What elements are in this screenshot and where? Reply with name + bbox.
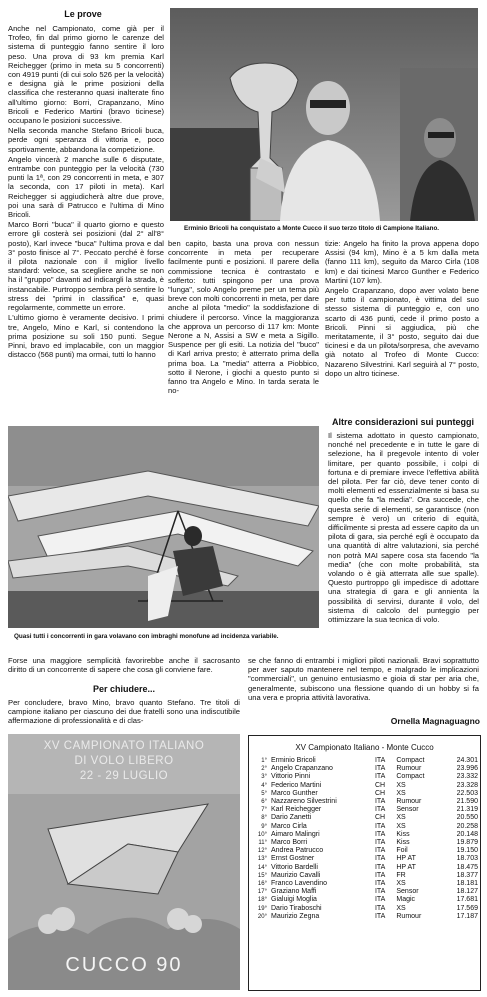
poster-dates: 22 - 29 LUGLIO: [79, 770, 169, 782]
country-cell: ITA: [374, 806, 386, 814]
table-row: [249, 888, 480, 896]
country-cell: ITA: [374, 896, 386, 904]
score-cell: 18.475: [456, 863, 478, 871]
bottom-right-paragraph: se che fanno di entrambi i migliori piloti nazionali. Bravi soprattutto per aver saputo mantenere nel tempo, e malgrado le implicazioni "commerciali", un genuino entusiasmo e gioia di star per aria che, generalmente, subiscono una flessione quando di un hobby si fa una vera e propria attività lavorativa.: [248, 656, 479, 702]
table-row: [249, 872, 480, 880]
score-cell: 21.319: [456, 806, 478, 814]
rank-cell: 20°: [257, 913, 267, 920]
score-cell: 17.569: [456, 904, 478, 912]
score-cell: 20.258: [456, 822, 478, 830]
pilot-name-cell: Vittorio Bardelli: [271, 863, 318, 871]
rank-cell: 6°: [261, 799, 267, 806]
rank-cell: 19°: [257, 905, 267, 912]
table-row: [249, 782, 480, 790]
country-cell: ITA: [374, 765, 386, 773]
table-row: [249, 798, 480, 806]
country-cell: ITA: [374, 839, 386, 847]
rank-cell: 9°: [261, 823, 267, 830]
country-cell: ITA: [374, 912, 386, 920]
country-cell: ITA: [374, 773, 386, 781]
pilot-name-cell: Marco Gunther: [271, 789, 318, 797]
glider-cell: Foil: [396, 847, 408, 855]
score-cell: 19.150: [456, 847, 478, 855]
rank-cell: 7°: [261, 807, 267, 814]
glider-cell: Sensor: [396, 888, 419, 896]
country-cell: ITA: [374, 904, 386, 912]
results-table-box: [248, 735, 481, 991]
section-title-considerazioni: Altre considerazioni sui punteggi: [331, 417, 474, 427]
score-cell: 18.377: [456, 871, 478, 879]
paragraph: Marco Borri "buca" il quarto giorno e questo errore gli costerà sei posizioni (dal 2° all'8° posto), Karl invece "buca" l'ultima prova e dal 3° posto finisce al 7°. Peccato perché è forse il pilota nazionale con il miglior livello standard: veloce, sa scegliere anche se non ha il "gruppo" davanti ad indicargli la strada, è instancabile. Purtroppo sembra però sentire lo stress dei "primi in classifica" e, quasi regolarmente, commette un errore.: [8, 220, 164, 313]
glider-cell: Sensor: [396, 806, 419, 814]
photo-illustration: [8, 426, 319, 628]
rank-cell: 10°: [257, 831, 267, 838]
photo-caption-winner: Erminio Bricoli ha conquistato a Monte Cucco il suo terzo titolo di Campione Italiano.: [184, 225, 440, 232]
country-cell: ITA: [374, 871, 386, 879]
glider-cell: XS: [396, 814, 406, 822]
country-cell: CH: [374, 781, 386, 789]
score-cell: 20.550: [456, 814, 478, 822]
paragraph: Angelo vincerà 2 manche sulle 6 disputate, entrambe con punteggio per la velocità (730 punti la 1ª, con 29 concorrenti in meta, e 307 la seconda, con 17 piloti in meta). Karl Reichegger si aggiudicherà altre due prove, poi una sarà di Patrucco e l'ultima di Mino Bricoli.: [8, 154, 164, 220]
pilot-name-cell: Vittorio Pinni: [271, 773, 311, 781]
table-row: [249, 913, 480, 921]
table-row: [249, 773, 480, 781]
score-cell: 17.187: [456, 912, 478, 920]
pilot-name-cell: Graziano Maffi: [271, 888, 317, 896]
score-cell: 23.332: [456, 773, 478, 781]
section-title-per-chiudere: Per chiudere...: [92, 684, 156, 694]
glider-cell: XS: [396, 822, 406, 830]
paragraph: tizie: Angelo ha finito la prova appena dopo Assisi (94 km), Mino è a 5 km dalla meta (fanno 111 km), seguito da Marco Cirla (108 km) e dai ticinesi Marco Gunther e Federico Martini (107 km).: [325, 239, 479, 285]
pilot-name-cell: Dario Zanetti: [271, 814, 312, 822]
table-row: [249, 831, 480, 839]
country-cell: ITA: [374, 888, 386, 896]
pilot-name-cell: Nazzareno Silvestrini: [271, 798, 337, 806]
glider-cell: Rumour: [396, 798, 422, 806]
glider-cell: XS: [396, 789, 406, 797]
rank-cell: 13°: [257, 856, 267, 863]
table-row: [249, 806, 480, 814]
rank-cell: 4°: [261, 782, 267, 789]
pilot-name-cell: Maurizio Zegna: [271, 912, 320, 920]
pilot-name-cell: Maurizio Cavalli: [271, 871, 321, 879]
glider-cell: HP AT: [396, 863, 416, 871]
score-cell: 21.590: [456, 798, 478, 806]
rank-cell: 2°: [261, 766, 267, 773]
article-column-3: [325, 239, 479, 379]
rank-cell: 3°: [261, 774, 267, 781]
glider-cell: XS: [396, 781, 406, 789]
table-row: [249, 765, 480, 773]
table-row: [249, 790, 480, 798]
table-row: [249, 839, 480, 847]
rank-cell: 1°: [261, 758, 267, 764]
pilot-name-cell: Dario Tiraboschi: [271, 904, 322, 912]
country-cell: ITA: [374, 830, 386, 838]
pilot-name-cell: Erminio Bricoli: [271, 757, 316, 764]
country-cell: ITA: [374, 863, 386, 871]
glider-cell: Magic: [396, 896, 416, 904]
pilot-name-cell: Gialuigi Moglia: [271, 896, 317, 904]
table-row: [249, 896, 480, 904]
rank-cell: 18°: [257, 897, 267, 904]
photo-illustration: [170, 8, 478, 221]
country-cell: ITA: [374, 822, 386, 830]
table-row: [249, 880, 480, 888]
rank-cell: 15°: [257, 872, 267, 879]
rank-cell: 8°: [261, 815, 267, 822]
glider-cell: HP AT: [396, 855, 416, 863]
bottom-left-paragraph: Forse una maggiore semplicità favorirebbe anche il sacrosanto diritto di un concorrente di sapere che cosa gli conviene fare.: [8, 656, 240, 675]
score-cell: 18.181: [456, 880, 478, 888]
glider-cell: XS: [396, 880, 406, 888]
pilot-name-cell: Franco Lavendino: [271, 880, 328, 888]
paragraph: Anche nel Campionato, come già per il Trofeo, fin dal primo giorno le carenze del sistema di punteggio fanno sentire il loro peso. Una prova di 93 km premia Karl Reichegger (primo in meta su 5 concorrenti) con 4919 punti (di cui solo 526 per la velocità) e designa già le prime posizioni della classifica che resteranno quasi inalterate fino all'ultimo giorno: Borri, Crapanzano, Mino Bricoli e Federico Martini (bravo ticinese) occupano le posizioni successive.: [8, 24, 164, 126]
country-cell: ITA: [374, 880, 386, 888]
glider-cell: Kiss: [396, 830, 410, 838]
photo-winner-trophy: [170, 8, 478, 221]
per-chiudere-paragraph: Per concludere, bravo Mino, bravo quanto Stefano. Tre titoli di campione italiano per ciascuno dei due fratelli sono una indiscutibile affermazione di professionalità e di clas-: [8, 698, 240, 726]
pilot-name-cell: Aimaro Malingri: [271, 830, 320, 838]
pilot-name-cell: Andrea Patrucco: [271, 847, 324, 855]
rank-cell: 17°: [257, 889, 267, 896]
pilot-name-cell: Ernst Gostner: [271, 855, 315, 863]
rank-cell: 11°: [258, 840, 267, 847]
paragraph: Nella seconda manche Stefano Bricoli buca, perde ogni speranza di vittoria e, poco sportivamente, abbandona la competizione.: [8, 126, 164, 154]
pilot-name-cell: Karl Reichegger: [271, 806, 322, 814]
article-column-2: ben capito, basta una prova con nessun concorrente in meta per recuperare facilmente punti e posizioni. Il parere della commissione tecnica è contrastato e sofferto: tutti spingono per una prova "lunga", solo Angelo preme per un tema più breve con molti concorrenti in meta, per dare anche al pilota "medio" la soddisfazione di chiudere il percorso. Vince la maggioranza che approva un percorso di 117 km: Monte Nerone a N, Assisi a SW e meta a Sigillo. Suspence per gli esiti. La notizia del "buco" di Karl arriva presto; è atterrato prima della prima boa. La "media" atterra a Piobbico, sotto il Nerone, i giochi a questo punto si fanno tra Angelo e Mino. In tarda serata le no-: [168, 239, 319, 396]
rank-cell: 5°: [261, 790, 267, 797]
score-cell: 24.301: [456, 757, 478, 764]
table-row: [249, 823, 480, 831]
article-column-1: [8, 24, 164, 360]
score-cell: 18.127: [456, 888, 478, 896]
table-row: [249, 855, 480, 863]
results-table: [249, 757, 480, 921]
glider-cell: XS: [396, 904, 406, 912]
section-title-le-prove: Le prove: [64, 9, 102, 19]
results-table-title: XV Campionato Italiano - Monte Cucco: [295, 743, 434, 752]
pilot-name-cell: Federico Martini: [271, 781, 322, 789]
poster-title-line: DI VOLO LIBERO: [74, 755, 174, 767]
table-row: [249, 757, 480, 765]
score-cell: 22.503: [456, 789, 478, 797]
table-row: [249, 847, 480, 855]
glider-cell: Compact: [396, 773, 425, 781]
championship-poster: [8, 734, 240, 990]
score-cell: 20.148: [456, 830, 478, 838]
glider-cell: Kiss: [396, 839, 410, 847]
article-column-4: Il sistema adottato in questo campionato, nonché nel precedente e in tutte le gare di selezione, ha il pregevole intento di voler limitare, per quanto possibile, i colpi di fortuna e di premiare invece l'effettiva abilità del pilota. Per far ciò, deve tener conto di molti elementi ed essenzialmente si basa su quello che fa "la media". Ora succede, che questa serie di elementi, se garantisce (non sempre è vero) un criterio di equità, difficilmente si presta ad essere capito da un pilota di gara, sia perché egli è occupato da una quantità di altre valutazioni, sia perché non potrà MAI sapere cosa sta facendo "la media" (che con molte probabilità, sta volando o è già atterrata alle sue spalle). Questo purtroppo gli impedisce di adottare una strategia di gara e gli annienta la possibilità di servirsi, durante il volo, del sistema di calcolo del punteggio per ottimizzare la sua tecnica di volo.: [328, 431, 479, 625]
glider-cell: Compact: [396, 757, 425, 764]
author-signature: Ornella Magnaguagno: [390, 716, 480, 726]
rank-cell: 12°: [257, 848, 267, 855]
poster-title-line: XV CAMPIONATO ITALIANO: [43, 740, 205, 752]
pilot-name-cell: Angelo Crapanzano: [271, 765, 333, 773]
score-cell: 23.328: [456, 781, 478, 789]
paragraph: Angelo Crapanzano, dopo aver volato bene per tutto il campionato, è vittima del suo stesso sistema di punteggio e, con uno scarto di 436 punti, cede il primo posto a Bricoli. Pinni si aggiudica, più che meritatamente, il 3° posto, seguito dai due ticinesi e da un pilota/sorpresa, che avevamo già notato al Trofeo di Monte Cucco: Nazareno Silvestrini. Karl seguirà al 7° posto, dopo un altro ticinese.: [325, 286, 479, 378]
country-cell: ITA: [374, 855, 386, 863]
table-row: [249, 814, 480, 822]
glider-cell: FR: [396, 871, 406, 879]
country-cell: CH: [374, 789, 386, 797]
score-cell: 23.996: [456, 765, 478, 773]
rank-cell: 16°: [257, 881, 267, 888]
country-cell: CH: [374, 814, 386, 822]
rank-cell: 14°: [257, 864, 267, 871]
paragraph: L'ultimo giorno è veramente decisivo. I primi tre, Angelo, Mino e Karl, si contendono la prima posizione su soli 150 punti. Segue Pinni, bravo ed implacabile, con un maggior distacco (568 punti) ma ormai, tutti lo hanno: [8, 313, 164, 360]
pilot-name-cell: Marco Cirla: [271, 822, 307, 830]
table-row: [249, 905, 480, 913]
score-cell: 17.681: [456, 896, 478, 904]
country-cell: ITA: [374, 798, 386, 806]
score-cell: 18.703: [456, 855, 478, 863]
country-cell: ITA: [374, 847, 386, 855]
table-row: [249, 864, 480, 872]
photo-hang-gliders: [8, 426, 319, 628]
poster-bottom-text: CUCCO 90: [65, 954, 183, 976]
photo-caption-gliders: Quasi tutti i concorrenti in gara volavano con imbraghi monofune ad incidenza variabile.: [14, 633, 279, 640]
glider-cell: Rumour: [396, 765, 422, 773]
glider-cell: Rumour: [396, 912, 422, 920]
country-cell: ITA: [374, 757, 386, 764]
pilot-name-cell: Marco Borri: [271, 839, 308, 847]
score-cell: 19.879: [456, 839, 478, 847]
